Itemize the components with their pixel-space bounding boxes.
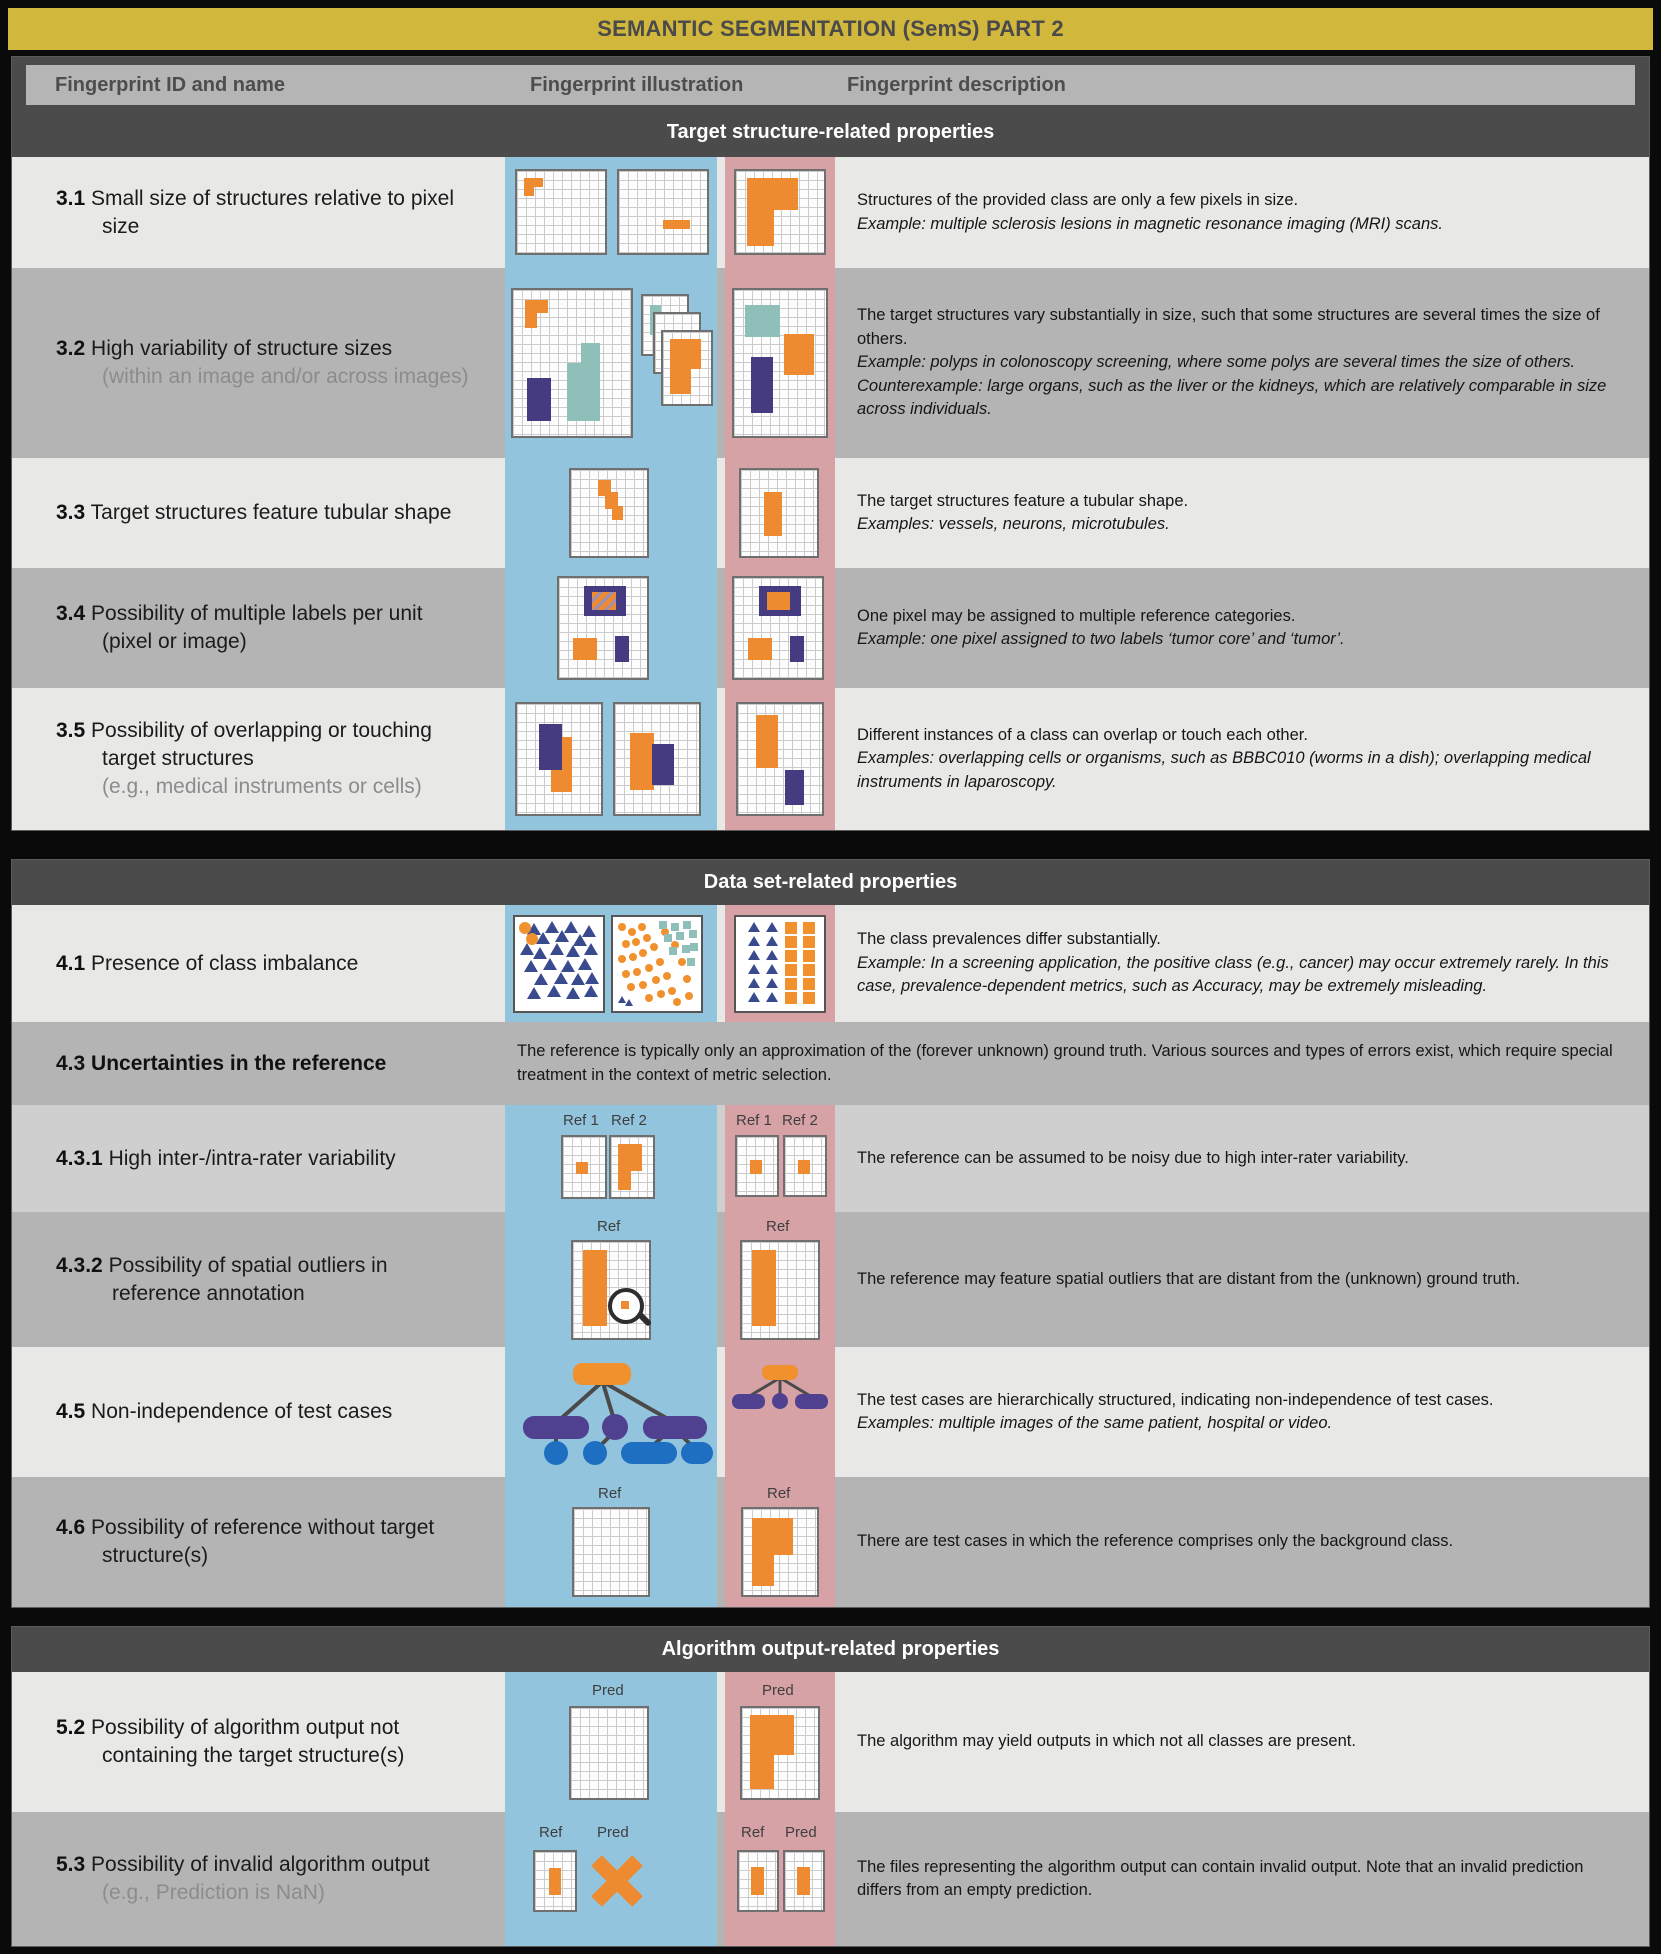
- pixel-grid-illustration: [732, 576, 824, 680]
- title-banner: [8, 8, 1653, 50]
- fingerprint-description: [505, 1022, 1649, 1105]
- fingerprint-id: 4.3: [56, 1051, 86, 1075]
- illustration-not-applicable: [725, 1347, 835, 1477]
- fingerprint-description: [835, 157, 1649, 268]
- square-marker: [664, 934, 672, 942]
- square-marker: [659, 921, 667, 929]
- triangle-marker: [534, 973, 548, 985]
- shape: [798, 1160, 810, 1174]
- section-title-target-structure: Target structure-related properties: [666, 120, 995, 143]
- grid-label-ref: Ref: [766, 1218, 790, 1235]
- dot-marker: [639, 981, 647, 989]
- shape: [618, 1144, 642, 1170]
- grid-label-ref: Ref: [741, 1824, 765, 1841]
- dot-marker: [645, 964, 653, 972]
- square-marker: [803, 922, 815, 934]
- illustration-applicable: [505, 568, 717, 688]
- square-marker: [785, 978, 797, 990]
- pixel-grid-illustration: [557, 576, 649, 680]
- table-row: [12, 1022, 1649, 1105]
- table-row: [12, 1347, 1649, 1477]
- illustration-applicable: [505, 157, 717, 268]
- shape: [663, 220, 690, 229]
- fingerprint-description: [835, 1477, 1649, 1607]
- description-line: The files representing the algorithm output can contain invalid output. Note that an invalid prediction differs from an empty prediction.: [857, 1857, 1584, 1899]
- triangle-marker: [571, 973, 585, 985]
- magnifier-icon: [608, 1288, 644, 1324]
- fingerprint-id: 5.2: [56, 1716, 86, 1740]
- dot-marker: [639, 949, 647, 957]
- fingerprint-name-cell: [12, 157, 505, 268]
- dot-marker: [627, 983, 635, 991]
- fingerprint-name: Possibility of multiple labels per unit (pixel or image): [91, 602, 423, 653]
- description-example: Examples: vessels, neurons, microtubules.: [857, 515, 1170, 533]
- shape: [752, 1250, 776, 1327]
- description-line: The class prevalences differ substantially.: [857, 930, 1161, 949]
- square-marker: [803, 936, 815, 948]
- square-marker: [785, 936, 797, 948]
- table-row: [12, 568, 1649, 688]
- flat-tree-diagram: [730, 1363, 830, 1413]
- square-marker: [690, 943, 698, 951]
- illustration-not-applicable: [725, 268, 835, 458]
- fingerprint-name-cell: [12, 905, 505, 1022]
- hierarchy-tree-diagram: [511, 1359, 715, 1465]
- fingerprint-name-cell: [12, 1477, 505, 1607]
- triangle-marker: [527, 987, 541, 999]
- fingerprint-name-cell: [12, 1812, 505, 1946]
- table-row: [12, 1672, 1649, 1812]
- illustration-applicable: [505, 268, 717, 458]
- pixel-grid-illustration: [734, 169, 826, 255]
- pixel-grid-illustration: [783, 1135, 827, 1197]
- triangle-marker: [536, 932, 550, 944]
- shape: [549, 1868, 561, 1895]
- pixel-grid-illustration: [737, 1850, 779, 1912]
- outlier-pixel: [621, 1301, 629, 1309]
- fingerprint-id: 4.3.2: [56, 1253, 103, 1277]
- shape: [790, 636, 803, 662]
- square-marker: [682, 945, 690, 953]
- shape: [630, 733, 654, 790]
- table-header: [12, 57, 1649, 157]
- pixel-grid-illustration: [569, 1706, 649, 1800]
- fingerprint-id: 3.2: [56, 337, 86, 361]
- triangle-marker: [766, 992, 778, 1002]
- fingerprint-id: 4.3.1: [56, 1146, 103, 1170]
- invalid-output-x-icon: [593, 1854, 641, 1908]
- illustration-not-applicable: [725, 458, 835, 568]
- fingerprint-description: [835, 1105, 1649, 1212]
- pixel-grid-illustration: [572, 1507, 650, 1597]
- dot-marker: [645, 994, 653, 1002]
- description-line: The reference can be assumed to be noisy due to high inter-rater variability.: [857, 1148, 1409, 1167]
- table-row: [12, 268, 1649, 458]
- triangle-marker: [554, 972, 568, 984]
- dot-marker: [618, 923, 626, 931]
- section-title-data-set: Data set-related properties: [703, 871, 958, 893]
- description-line: Structures of the provided class are only a few pixels in size.: [857, 191, 1299, 210]
- fingerprint-name-cell: [12, 268, 505, 458]
- fingerprint-name-sub: (within an image and/or across images): [102, 365, 469, 388]
- shape: [751, 1867, 764, 1895]
- dot-marker: [628, 928, 636, 936]
- square-marker: [803, 978, 815, 990]
- fingerprint-id: 5.3: [56, 1853, 86, 1877]
- column-header-description: Fingerprint description: [847, 73, 1066, 96]
- shape: [750, 1715, 794, 1755]
- square-marker: [687, 958, 695, 966]
- dot-marker: [668, 987, 676, 995]
- triangle-marker: [766, 922, 778, 932]
- triangle-marker: [748, 978, 760, 988]
- description-example: Example: polyps in colonoscopy screening, where some polys are several times the size of others.: [857, 353, 1576, 372]
- dot-marker: [663, 972, 671, 980]
- square-marker: [785, 922, 797, 934]
- triangle-marker: [547, 985, 561, 997]
- triangle-marker: [766, 964, 778, 974]
- fingerprint-id: 3.1: [56, 186, 86, 210]
- fingerprint-name-cell: [12, 1105, 505, 1212]
- shape: [612, 506, 623, 520]
- fingerprint-name: Non-independence of test cases: [91, 1400, 393, 1424]
- table-row: [12, 1105, 1649, 1212]
- grid-label-pred: Pred: [597, 1824, 629, 1841]
- square-marker: [669, 947, 677, 955]
- shape: [785, 770, 803, 805]
- column-header-strip: [26, 65, 1635, 105]
- illustration-not-applicable: [725, 1212, 835, 1347]
- shape: [750, 1160, 762, 1174]
- shape: [748, 638, 772, 660]
- fingerprint-name: Presence of class imbalance: [91, 951, 359, 975]
- fingerprint-id: 4.6: [56, 1516, 86, 1540]
- triangle-marker: [566, 987, 580, 999]
- fingerprint-description: [835, 1672, 1649, 1812]
- square-marker: [803, 992, 815, 1004]
- scatter-balanced-classes: [734, 915, 826, 1013]
- fingerprint-description: [835, 1347, 1649, 1477]
- dot-marker: [632, 938, 640, 946]
- description-line: The reference may feature spatial outliers that are distant from the (unknown) ground truth.: [857, 1269, 1521, 1288]
- pixel-grid-illustration: [561, 1135, 607, 1199]
- dot-marker: [678, 958, 686, 966]
- fingerprint-name: Possibility of spatial outliers in reference annotation: [108, 1253, 388, 1305]
- pixel-grid-illustration: [533, 1850, 577, 1912]
- fingerprint-description: [835, 568, 1649, 688]
- triangle-marker: [748, 936, 760, 946]
- description-line: One pixel may be assigned to multiple reference categories.: [857, 606, 1296, 625]
- triangle-marker: [748, 922, 760, 932]
- dot-marker: [629, 953, 637, 961]
- panel-algorithm-output: [12, 1627, 1649, 1946]
- description-line: Different instances of a class can overlap or touch each other.: [857, 725, 1308, 744]
- fingerprint-name-cell: [12, 1347, 505, 1477]
- page-title: SEMANTIC SEGMENTATION (SemS) PART 2: [597, 16, 1064, 41]
- section-title-algorithm-output: Algorithm output-related properties: [661, 1638, 1000, 1660]
- fingerprint-name-cell: [12, 1212, 505, 1347]
- pixel-grid-illustration: [511, 288, 633, 438]
- shape: [615, 636, 628, 662]
- shape: [652, 744, 674, 786]
- fingerprint-description: [835, 688, 1649, 830]
- illustration-applicable: [505, 1812, 717, 1946]
- illustration-not-applicable: [725, 688, 835, 830]
- grid-label-ref1: Ref 1: [736, 1112, 772, 1129]
- fingerprint-name-cell: [12, 458, 505, 568]
- description-line: The target structures feature a tubular shape.: [857, 491, 1189, 510]
- illustration-not-applicable: [725, 1812, 835, 1946]
- illustration-not-applicable: [725, 568, 835, 688]
- fingerprint-name: High inter-/intra-rater variability: [108, 1146, 396, 1170]
- triangle-marker: [748, 964, 760, 974]
- shape: [581, 343, 600, 422]
- triangle-marker: [550, 943, 564, 955]
- dot-marker: [638, 923, 646, 931]
- triangle-marker: [555, 930, 569, 942]
- pixel-grid-illustration: [735, 1135, 779, 1197]
- shape: [764, 492, 782, 537]
- grid-label-ref2: Ref 2: [782, 1112, 818, 1129]
- square-marker: [671, 923, 679, 931]
- pixel-grid-illustration: [661, 330, 713, 406]
- pixel-grid-illustration: [617, 169, 709, 255]
- shape: [583, 1250, 607, 1327]
- scatter-imbalanced-classes-2: [611, 915, 703, 1013]
- pixel-grid-illustration: [732, 288, 828, 438]
- triangle-marker: [766, 936, 778, 946]
- grid-label-pred: Pred: [592, 1682, 624, 1699]
- illustration-applicable: [505, 1105, 717, 1212]
- grid-label-ref2: Ref 2: [611, 1112, 647, 1129]
- pixel-grid-illustration: [741, 1507, 819, 1597]
- shape: [539, 724, 563, 770]
- column-header-illustration: Fingerprint illustration: [530, 73, 744, 96]
- description-line: The algorithm may yield outputs in which not all classes are present.: [857, 1732, 1356, 1751]
- triangle-marker: [524, 960, 538, 972]
- illustration-not-applicable: [725, 1477, 835, 1607]
- table-row: [12, 458, 1649, 568]
- fingerprint-name-sub: (e.g., Prediction is NaN): [102, 1881, 325, 1904]
- dot-marker: [652, 976, 660, 984]
- shape-multilabel-hatched: [592, 592, 617, 610]
- illustration-applicable: [505, 458, 717, 568]
- dot-marker: [519, 922, 531, 934]
- panel-data-set: [12, 860, 1649, 1607]
- grid-label-pred: Pred: [785, 1824, 817, 1841]
- pixel-grid-illustration: [609, 1135, 655, 1199]
- square-marker: [785, 992, 797, 1004]
- panel-target-structure: [12, 57, 1649, 830]
- shape: [767, 592, 790, 610]
- fingerprint-name: Small size of structures relative to pixel size: [91, 186, 455, 238]
- illustration-applicable: [505, 905, 717, 1022]
- triangle-marker: [625, 999, 633, 1006]
- shape: [797, 1867, 810, 1895]
- fingerprint-description: [835, 905, 1649, 1022]
- fingerprint-description: [835, 458, 1649, 568]
- illustration-applicable: [505, 1477, 717, 1607]
- fingerprint-description: [835, 1812, 1649, 1946]
- shape: [525, 300, 537, 328]
- square-marker: [785, 964, 797, 976]
- pixel-grid-illustration: [613, 702, 701, 816]
- fingerprint-name: High variability of structure sizes: [91, 337, 393, 361]
- description-line: There are test cases in which the reference comprises only the background class.: [857, 1532, 1454, 1551]
- triangle-marker: [584, 943, 598, 955]
- description-example: Examples: overlapping cells or organisms, such as BBBC010 (worms in a dish); overlapping medical instruments in laparoscopy.: [857, 749, 1591, 791]
- shape: [670, 339, 702, 369]
- square-marker: [676, 932, 684, 940]
- pixel-grid-illustration: [736, 702, 824, 816]
- dot-marker: [685, 992, 693, 1000]
- fingerprint-name-cell: [12, 688, 505, 830]
- dot-marker: [618, 955, 626, 963]
- description-line: The test cases are hierarchically structured, indicating non-independence of test cases.: [857, 1390, 1494, 1409]
- triangle-marker: [748, 950, 760, 960]
- grid-label-ref: Ref: [539, 1824, 563, 1841]
- dot-marker: [622, 970, 630, 978]
- pixel-grid-illustration: [571, 1240, 651, 1340]
- fingerprint-name: Possibility of algorithm output not containing the target structure(s): [91, 1716, 405, 1767]
- table-row: [12, 688, 1649, 830]
- description-example: Example: multiple sclerosis lesions in magnetic resonance imaging (MRI) scans.: [857, 214, 1443, 233]
- pixel-grid-illustration: [740, 1240, 820, 1340]
- triangle-marker: [748, 992, 760, 1002]
- dot-marker: [650, 943, 658, 951]
- pixel-grid-illustration: [569, 468, 649, 558]
- square-marker: [683, 921, 691, 929]
- table-row: [12, 1212, 1649, 1347]
- triangle-marker: [566, 945, 580, 957]
- square-marker: [785, 950, 797, 962]
- dot-marker: [673, 998, 681, 1006]
- square-marker: [689, 930, 697, 938]
- illustration-not-applicable: [725, 1672, 835, 1812]
- fingerprint-name: Uncertainties in the reference: [91, 1051, 387, 1075]
- triangle-marker: [585, 972, 599, 984]
- fingerprint-name: Target structures feature tubular shape: [90, 501, 452, 525]
- square-marker: [803, 950, 815, 962]
- description-counterexample: Counterexample: large organs, such as the liver or the kidneys, which are relatively comparable in size across individuals.: [857, 376, 1607, 419]
- table-row: [12, 905, 1649, 1022]
- pixel-grid-illustration: [783, 1850, 825, 1912]
- description-example: Example: one pixel assigned to two labels ‘tumor core’ and ‘tumor’.: [857, 630, 1345, 648]
- dot-marker: [622, 940, 630, 948]
- fingerprint-name: Possibility of overlapping or touching target structures: [91, 719, 432, 771]
- grid-label-ref: Ref: [767, 1485, 791, 1502]
- fingerprint-id: 4.5: [56, 1400, 86, 1424]
- scatter-imbalanced-classes: [513, 915, 605, 1013]
- column-header-id: Fingerprint ID and name: [55, 73, 286, 96]
- fingerprint-description: [835, 1212, 1649, 1347]
- illustration-not-applicable: [725, 1105, 835, 1212]
- fingerprint-name-sub: (e.g., medical instruments or cells): [102, 774, 422, 798]
- fingerprint-id: 3.3: [56, 501, 86, 525]
- grid-label-pred: Pred: [762, 1682, 794, 1699]
- shape: [576, 1162, 588, 1174]
- pixel-grid-illustration: [740, 1706, 820, 1800]
- shape: [527, 378, 551, 422]
- table-row: [12, 1477, 1649, 1607]
- dot-marker: [657, 990, 665, 998]
- dot-marker: [683, 975, 691, 983]
- fingerprint-id: 4.1: [56, 951, 86, 975]
- description-example: Example: In a screening application, the positive class (e.g., cancer) may occur extremely rarely. In this case, prevalence-dependent metrics, such as Accuracy, may be extremely misleading.: [857, 953, 1609, 996]
- shape: [524, 178, 534, 197]
- shape: [745, 305, 780, 337]
- fingerprint-name: Possibility of reference without target structure(s): [91, 1516, 435, 1567]
- description-line: The reference is typically only an approximation of the (forever unknown) ground truth. Various sources and types of errors exist, which require special treatment in the context of metric selection.: [517, 1042, 1613, 1084]
- square-marker: [803, 964, 815, 976]
- description-line: The target structures vary substantially in size, such that some structures are several times the size of others.: [857, 306, 1600, 348]
- fingerprint-id: 3.5: [56, 719, 86, 743]
- pixel-grid-illustration: [739, 468, 819, 558]
- triangle-marker: [561, 960, 575, 972]
- dot-marker: [656, 958, 664, 966]
- fingerprint-description: [835, 268, 1649, 458]
- shape: [751, 357, 773, 412]
- illustration-not-applicable: [725, 905, 835, 1022]
- dot-marker: [643, 934, 651, 942]
- shape: [756, 715, 778, 768]
- table-row: [12, 1812, 1649, 1946]
- grid-label-ref1: Ref 1: [563, 1112, 599, 1129]
- triangle-marker: [766, 950, 778, 960]
- illustration-applicable: [505, 1672, 717, 1812]
- triangle-marker: [533, 947, 547, 959]
- triangle-marker: [578, 958, 592, 970]
- illustration-applicable: [505, 1212, 717, 1347]
- shape: [573, 638, 597, 660]
- description-example: Examples: multiple images of the same patient, hospital or video.: [857, 1414, 1333, 1432]
- section-header: [12, 1627, 1649, 1672]
- pixel-grid-illustration: [515, 702, 603, 816]
- table-row: [12, 157, 1649, 268]
- fingerprint-name-cell: [12, 1672, 505, 1812]
- dot-marker: [633, 968, 641, 976]
- section-header: [12, 860, 1649, 905]
- illustration-not-applicable: [725, 157, 835, 268]
- shape: [784, 334, 814, 375]
- illustration-applicable: [505, 688, 717, 830]
- shape: [747, 178, 774, 247]
- triangle-marker: [584, 985, 598, 997]
- grid-label-ref: Ref: [597, 1218, 621, 1235]
- grid-label-ref: Ref: [598, 1485, 622, 1502]
- fingerprint-name-cell: [12, 1022, 505, 1105]
- shape: [752, 1518, 793, 1556]
- triangle-marker: [766, 978, 778, 988]
- triangle-marker: [543, 958, 557, 970]
- pixel-grid-illustration: [515, 169, 607, 255]
- illustration-applicable: [505, 1347, 717, 1477]
- fingerprint-id: 3.4: [56, 602, 86, 626]
- fingerprint-name: Possibility of invalid algorithm output: [91, 1853, 430, 1877]
- fingerprint-name-cell: [12, 568, 505, 688]
